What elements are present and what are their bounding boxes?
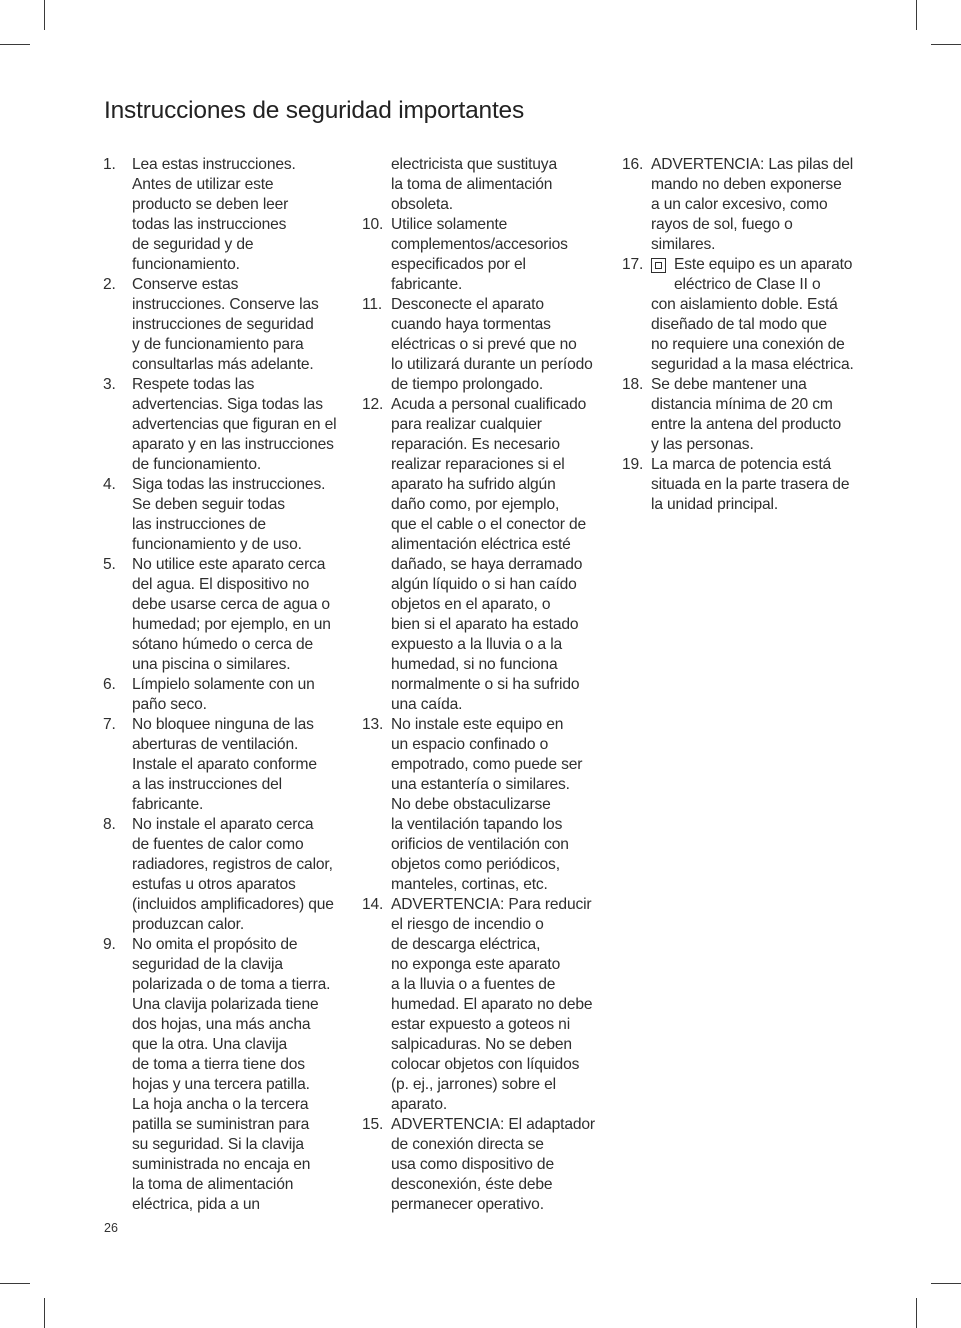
crop-mark: [0, 1283, 30, 1284]
item-line: a un calor excesivo, como: [651, 196, 828, 213]
item-number: 15.: [362, 1116, 384, 1133]
list-item: [103, 935, 336, 1215]
item-line: Respete todas las: [132, 376, 255, 393]
item-line: rayos de sol, fuego o: [651, 216, 793, 233]
page-title: Instrucciones de seguridad importantes: [104, 97, 525, 124]
item-line: humedad. El aparato no debe: [391, 996, 593, 1013]
item-line: produzcan calor.: [132, 916, 245, 933]
list-item: [362, 395, 595, 715]
item-line: del agua. El dispositivo no: [132, 576, 310, 593]
item-line: de conexión directa se: [391, 1136, 544, 1153]
item-line: ADVERTENCIA: El adaptador: [391, 1116, 595, 1133]
item-line: Instale el aparato conforme: [132, 756, 317, 773]
item-line: fabricante.: [391, 276, 463, 293]
list-item: [103, 675, 336, 715]
list-item: [103, 155, 336, 275]
item-line: cuando haya tormentas: [391, 316, 551, 333]
item-line: un espacio confinado o: [391, 736, 549, 753]
item-line: de toma a tierra tiene dos: [132, 1056, 305, 1073]
item-line: producto se deben leer: [132, 196, 289, 213]
item-line: a la lluvia o a fuentes de: [391, 976, 556, 993]
item-line: Se deben seguir todas: [132, 496, 285, 513]
item-line: desconexión, éste debe: [391, 1176, 553, 1193]
item-line: Desconecte el aparato: [391, 296, 544, 313]
crop-mark: [931, 44, 961, 45]
item-line: estufas u otros aparatos: [132, 876, 296, 893]
crop-mark: [931, 1283, 961, 1284]
item-line: algún líquido o si han caído: [391, 576, 577, 593]
item-line: dañado, se haya derramado: [391, 556, 583, 573]
item-line: colocar objetos con líquidos: [391, 1056, 580, 1073]
item-line: electricista que sustituya: [391, 156, 557, 173]
item-line: Antes de utilizar este: [132, 176, 274, 193]
list-item: [622, 255, 854, 375]
item-number: 1.: [103, 156, 116, 173]
item-line: de funcionamiento.: [132, 456, 262, 473]
item-line: que la otra. Una clavija: [132, 1036, 288, 1053]
item-line: objetos en el aparato, o: [391, 596, 551, 613]
list-item: [103, 275, 336, 375]
item-line: alimentación eléctrica esté: [391, 536, 571, 553]
item-line: funcionamiento.: [132, 256, 240, 273]
item-number: 4.: [103, 476, 116, 493]
item-line: aparato ha sufrido algún: [391, 476, 556, 493]
item-line: para realizar cualquier: [391, 416, 542, 433]
item-line: hojas y una tercera patilla.: [132, 1076, 310, 1093]
item-line: humedad, si no funciona: [391, 656, 558, 673]
item-line: daño como, por ejemplo,: [391, 496, 560, 513]
item-line: No utilice este aparato cerca: [132, 556, 326, 573]
item-line: que el cable o el conector de: [391, 516, 587, 533]
list-item: [362, 715, 595, 895]
item-line: especificados por el: [391, 256, 526, 273]
item-line: paño seco.: [132, 696, 207, 713]
item-line: debe usarse cerca de agua o: [132, 596, 330, 613]
item-line: ADVERTENCIA: Las pilas del: [651, 156, 854, 173]
item-line: expuesto a la lluvia o a la: [391, 636, 563, 653]
crop-mark: [0, 44, 30, 45]
item-line: (p. ej., jarrones) sobre el: [391, 1076, 556, 1093]
item-line: Utilice solamente: [391, 216, 508, 233]
item-line: aparato.: [391, 1096, 448, 1113]
item-line: No instale este equipo en: [391, 716, 564, 733]
item-number: 7.: [103, 716, 116, 733]
list-item: [362, 895, 595, 1115]
item-line: reparación. Es necesario: [391, 436, 560, 453]
item-number: 17.: [622, 256, 644, 273]
item-line: las instrucciones de: [132, 516, 266, 533]
item-line: y de funcionamiento para: [132, 336, 304, 353]
item-line: estar expuesto a goteos ni: [391, 1016, 571, 1033]
item-line: el riesgo de incendio o: [391, 916, 544, 933]
item-line: consultarlas más adelante.: [132, 356, 314, 373]
list-item: [103, 815, 336, 935]
item-line: advertencias que figuran en el: [132, 416, 337, 433]
item-number: 8.: [103, 816, 116, 833]
instructions-column-3: [622, 155, 854, 515]
item-line: eléctrico de Clase II o: [674, 276, 821, 293]
item-line: Lea estas instrucciones.: [132, 156, 296, 173]
list-item: [362, 1115, 595, 1215]
item-line: eléctricas o si prevé que no: [391, 336, 577, 353]
item-line: aberturas de ventilación.: [132, 736, 299, 753]
crop-mark: [44, 0, 45, 30]
item-line: aparato y en las instrucciones: [132, 436, 334, 453]
item-line: la unidad principal.: [651, 496, 779, 513]
item-line: No omita el propósito de: [132, 936, 298, 953]
list-item: [362, 295, 595, 395]
list-item: [103, 715, 336, 815]
item-number: 19.: [622, 456, 644, 473]
item-line: Acuda a personal cualificado: [391, 396, 587, 413]
list-item: [362, 155, 595, 215]
item-line: La hoja ancha o la tercera: [132, 1096, 309, 1113]
item-line: la toma de alimentación: [132, 1176, 294, 1193]
list-item: [362, 215, 595, 295]
item-line: la ventilación tapando los: [391, 816, 563, 833]
item-number: 2.: [103, 276, 116, 293]
item-line: obsoleta.: [391, 196, 453, 213]
list-item: [103, 475, 336, 555]
item-line: (incluidos amplificadores) que: [132, 896, 334, 913]
page-number: 26: [104, 1221, 118, 1235]
crop-mark: [916, 1298, 917, 1328]
item-line: situada en la parte trasera de: [651, 476, 850, 493]
item-number: 11.: [362, 296, 383, 313]
crop-mark: [44, 1298, 45, 1328]
item-line: lo utilizará durante un período: [391, 356, 593, 373]
item-line: permanecer operativo.: [391, 1196, 544, 1213]
item-number: 16.: [622, 156, 644, 173]
item-line: la toma de alimentación: [391, 176, 553, 193]
item-line: Una clavija polarizada tiene: [132, 996, 319, 1013]
item-line: Conserve estas: [132, 276, 239, 293]
item-line: Se debe mantener una: [651, 376, 807, 393]
item-line: de tiempo prolongado.: [391, 376, 544, 393]
item-line: de seguridad y de: [132, 236, 254, 253]
item-number: 5.: [103, 556, 116, 573]
item-line: No bloquee ninguna de las: [132, 716, 314, 733]
item-line: instrucciones de seguridad: [132, 316, 314, 333]
item-line: Siga todas las instrucciones.: [132, 476, 326, 493]
item-line: humedad; por ejemplo, en un: [132, 616, 331, 633]
item-line: No instale el aparato cerca: [132, 816, 314, 833]
list-item: [622, 455, 854, 515]
item-line: su seguridad. Si la clavija: [132, 1136, 304, 1153]
item-number: 6.: [103, 676, 116, 693]
item-line: La marca de potencia está: [651, 456, 832, 473]
item-line: una caída.: [391, 696, 463, 713]
item-line: manteles, cortinas, etc.: [391, 876, 548, 893]
item-number: 14.: [362, 896, 384, 913]
item-line: no exponga este aparato: [391, 956, 561, 973]
class-ii-double-insulation-icon: [651, 258, 666, 273]
item-number: 18.: [622, 376, 644, 393]
item-line: patilla se suministran para: [132, 1116, 310, 1133]
item-line: de descarga eléctrica,: [391, 936, 541, 953]
item-line: diseñado de tal modo que: [651, 316, 827, 333]
item-line: similares.: [651, 236, 716, 253]
item-line: no requiere una conexión de: [651, 336, 845, 353]
item-line: objetos como periódicos,: [391, 856, 560, 873]
item-line: realizar reparaciones si el: [391, 456, 565, 473]
item-line: a las instrucciones del: [132, 776, 282, 793]
item-line: instrucciones. Conserve las: [132, 296, 319, 313]
item-line: mando no deben exponerse: [651, 176, 842, 193]
item-line: empotrado, como puede ser: [391, 756, 583, 773]
item-number: 9.: [103, 936, 116, 953]
item-line: seguridad a la masa eléctrica.: [651, 356, 854, 373]
item-line: polarizada o de toma a tierra.: [132, 976, 331, 993]
instructions-column-1: [103, 155, 336, 1215]
item-number: 3.: [103, 376, 116, 393]
item-line: fabricante.: [132, 796, 204, 813]
item-line: sótano húmedo o cerca de: [132, 636, 314, 653]
item-line: una estantería o similares.: [391, 776, 570, 793]
item-number: 12.: [362, 396, 384, 413]
item-line: radiadores, registros de calor,: [132, 856, 333, 873]
item-line: funcionamiento y de uso.: [132, 536, 302, 553]
list-item: [103, 555, 336, 675]
list-item: [103, 375, 336, 475]
item-number: 13.: [362, 716, 384, 733]
item-line: bien si el aparato ha estado: [391, 616, 579, 633]
item-line: salpicaduras. No se deben: [391, 1036, 572, 1053]
item-line: suministrada no encaja en: [132, 1156, 311, 1173]
item-line: una piscina o similares.: [132, 656, 291, 673]
item-line: dos hojas, una más ancha: [132, 1016, 311, 1033]
list-item: [622, 375, 854, 455]
instructions-column-2: [362, 155, 595, 1215]
item-line: seguridad de la clavija: [132, 956, 283, 973]
item-line: normalmente o si ha sufrido: [391, 676, 580, 693]
item-line: No debe obstaculizarse: [391, 796, 551, 813]
item-line: ADVERTENCIA: Para reducir: [391, 896, 592, 913]
item-line: orificios de ventilación con: [391, 836, 569, 853]
item-line: entre la antena del producto: [651, 416, 841, 433]
item-line: eléctrica, pida a un: [132, 1196, 260, 1213]
item-line: y las personas.: [651, 436, 754, 453]
item-line: complementos/accesorios: [391, 236, 568, 253]
item-line: con aislamiento doble. Está: [651, 296, 838, 313]
item-line: de fuentes de calor como: [132, 836, 304, 853]
item-line: distancia mínima de 20 cm: [651, 396, 833, 413]
crop-mark: [916, 0, 917, 30]
item-line: usa como dispositivo de: [391, 1156, 554, 1173]
item-line: todas las instrucciones: [132, 216, 287, 233]
item-line: Este equipo es un aparato: [674, 256, 853, 273]
item-line: Límpielo solamente con un: [132, 676, 315, 693]
item-number: 10.: [362, 216, 384, 233]
item-line: advertencias. Siga todas las: [132, 396, 323, 413]
list-item: [622, 155, 854, 255]
